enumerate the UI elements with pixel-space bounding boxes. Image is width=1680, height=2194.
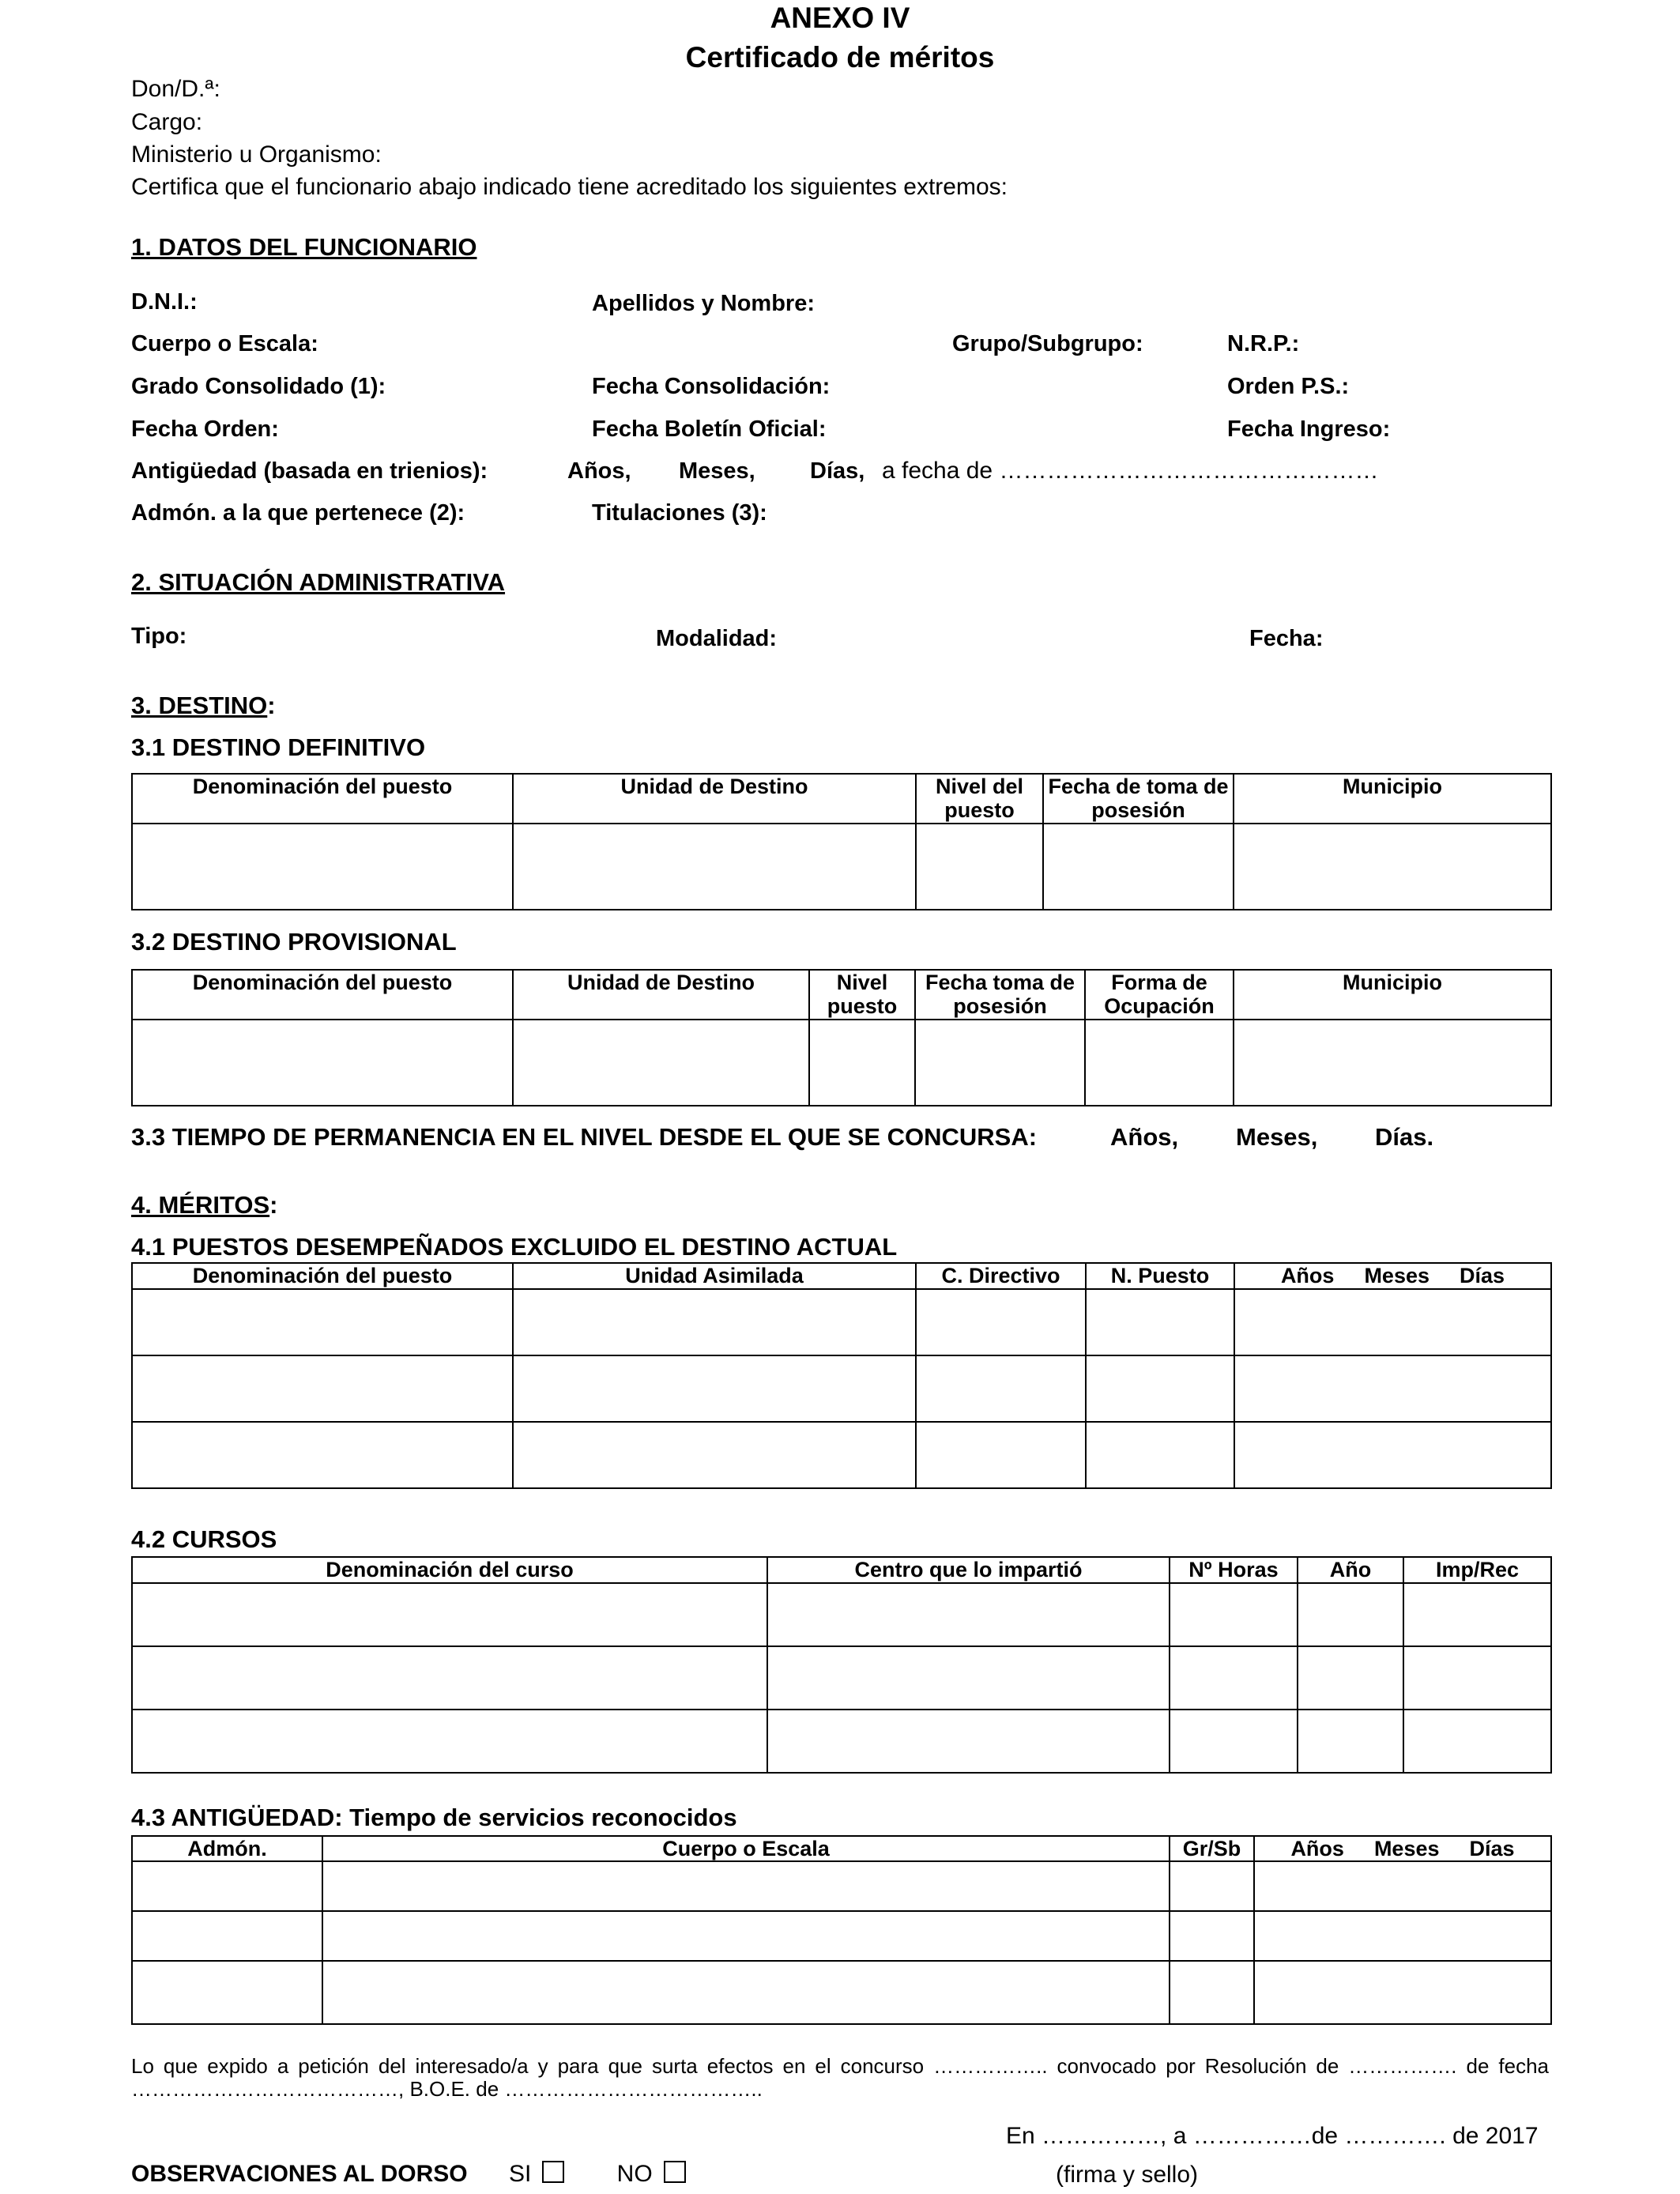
input-cell[interactable]: [1170, 1961, 1254, 2024]
header-denominacion: Denominación del puesto: [132, 1263, 513, 1289]
section-4-title-text: 4. MÉRITOS: [131, 1191, 270, 1219]
document-title: Certificado de méritos: [685, 41, 995, 74]
input-cell[interactable]: [1234, 1289, 1551, 1355]
apellidos-label: Apellidos y Nombre:: [592, 291, 815, 316]
destino-provisional-table: [131, 969, 1552, 1106]
input-cell[interactable]: [132, 1861, 322, 1911]
observaciones-label: OBSERVACIONES AL DORSO: [131, 2161, 468, 2187]
input-cell[interactable]: [132, 824, 513, 910]
header-n-puesto: N. Puesto: [1086, 1263, 1234, 1289]
orden-ps-label: Orden P.S.:: [1227, 374, 1350, 399]
permanencia-anos: Años,: [1110, 1123, 1179, 1151]
table-row: [132, 1861, 1551, 1911]
antiguedad-anos-label: Años,: [567, 458, 631, 484]
header-nivel: Nivel del puesto: [916, 774, 1043, 824]
nrp-label: N.R.P.:: [1227, 331, 1300, 356]
si-checkbox[interactable]: [542, 2161, 564, 2183]
grado-label: Grado Consolidado (1):: [131, 374, 386, 399]
input-cell[interactable]: [1254, 1961, 1551, 2024]
input-cell[interactable]: [1234, 1355, 1551, 1422]
grupo-label: Grupo/Subgrupo:: [952, 331, 1143, 356]
header-imp-rec: Imp/Rec: [1403, 1557, 1551, 1583]
input-cell[interactable]: [767, 1646, 1170, 1710]
fecha-consolidacion-label: Fecha Consolidación:: [592, 374, 831, 399]
input-cell[interactable]: [1403, 1710, 1551, 1773]
header-nivel: Nivel puesto: [809, 970, 915, 1020]
input-cell[interactable]: [513, 1289, 916, 1355]
closing-paragraph: Lo que expido a petición del interesado/a y para que surta efectos en el concurso …………….. convocado por Resolución de ……………. de fecha …………………………………, B.O.E. de ………………………………..: [131, 2054, 1549, 2101]
puestos-title: 4.1 PUESTOS DESEMPEÑADOS EXCLUIDO EL DESTINO ACTUAL: [131, 1233, 898, 1261]
header-meses: Meses: [1373, 1837, 1440, 1860]
header-duracion: [1254, 1836, 1551, 1861]
destino-definitivo-table: [131, 773, 1552, 910]
input-cell[interactable]: [132, 1583, 767, 1646]
input-cell[interactable]: [1298, 1583, 1403, 1646]
header-c-directivo: C. Directivo: [916, 1263, 1086, 1289]
input-cell[interactable]: [513, 824, 916, 910]
input-cell[interactable]: [1085, 1020, 1234, 1106]
admon-label: Admón. a la que pertenece (2):: [131, 500, 465, 526]
fecha-boletin-label: Fecha Boletín Oficial:: [592, 417, 827, 442]
section-3-title-text: 3. DESTINO: [131, 692, 268, 719]
input-cell[interactable]: [1403, 1583, 1551, 1646]
table-row: [132, 1289, 1551, 1355]
input-cell[interactable]: [1234, 1020, 1551, 1106]
place-date-line: En ……………, a ……………de …………. de 2017: [1006, 2123, 1539, 2149]
fecha-ingreso-label: Fecha Ingreso:: [1227, 417, 1391, 442]
input-cell[interactable]: [513, 1020, 809, 1106]
input-cell[interactable]: [132, 1911, 322, 1961]
input-cell[interactable]: [1298, 1710, 1403, 1773]
input-cell[interactable]: [916, 1355, 1086, 1422]
header-anos: Años: [1290, 1837, 1344, 1860]
antiguedad-fecha-text: a fecha de …………………………………………: [882, 458, 1379, 484]
cargo-label: Cargo:: [131, 109, 203, 135]
input-cell[interactable]: [1043, 824, 1234, 910]
permanencia-meses: Meses,: [1236, 1123, 1318, 1151]
section-4-title: [131, 1191, 277, 1220]
input-cell[interactable]: [1403, 1646, 1551, 1710]
header-forma-ocupacion: Forma de Ocupación: [1085, 970, 1234, 1020]
header-fecha-toma: Fecha toma de posesión: [915, 970, 1085, 1020]
table-row: [132, 1961, 1551, 2024]
input-cell[interactable]: [1170, 1861, 1254, 1911]
table-row: [132, 1422, 1551, 1488]
input-cell[interactable]: [1086, 1422, 1234, 1488]
modalidad-label: Modalidad:: [656, 626, 778, 651]
header-duracion: [1234, 1263, 1551, 1289]
header-cuerpo-escala: Cuerpo o Escala: [322, 1836, 1170, 1861]
input-cell[interactable]: [132, 1710, 767, 1773]
header-dias: Días: [1469, 1837, 1515, 1860]
tipo-label: Tipo:: [131, 624, 187, 649]
destino-provisional-title: 3.2 DESTINO PROVISIONAL: [131, 928, 457, 956]
header-municipio: Municipio: [1234, 774, 1551, 824]
titulaciones-label: Titulaciones (3):: [592, 500, 767, 526]
input-cell[interactable]: [916, 1422, 1086, 1488]
header-fecha-toma: Fecha de toma de posesión: [1043, 774, 1234, 824]
section-1-title: 1. DATOS DEL FUNCIONARIO: [131, 233, 477, 261]
input-cell[interactable]: [1086, 1355, 1234, 1422]
cursos-title: 4.2 CURSOS: [131, 1525, 277, 1553]
puestos-table: [131, 1262, 1552, 1489]
cursos-table: [131, 1556, 1552, 1774]
si-label: SI: [508, 2161, 532, 2187]
header-dias: Días: [1460, 1264, 1505, 1287]
input-cell[interactable]: [1254, 1861, 1551, 1911]
input-cell[interactable]: [1170, 1911, 1254, 1961]
input-cell[interactable]: [1170, 1646, 1298, 1710]
section-2-title: 2. SITUACIÓN ADMINISTRATIVA: [131, 568, 506, 596]
observaciones-row: [131, 2161, 686, 2188]
table-row: [132, 1710, 1551, 1773]
input-cell[interactable]: [132, 1646, 767, 1710]
input-cell[interactable]: [1298, 1646, 1403, 1710]
antiguedad-label: Antigüedad (basada en trienios):: [131, 458, 488, 484]
header-horas: Nº Horas: [1170, 1557, 1298, 1583]
section-4-colon: :: [269, 1191, 278, 1219]
input-cell[interactable]: [1086, 1289, 1234, 1355]
input-cell[interactable]: [1170, 1583, 1298, 1646]
header-anos: Años: [1280, 1264, 1335, 1287]
header-meses: Meses: [1364, 1264, 1430, 1287]
header-denominacion: Denominación del puesto: [132, 774, 513, 824]
input-cell[interactable]: [132, 1422, 513, 1488]
input-cell[interactable]: [1254, 1911, 1551, 1961]
input-cell[interactable]: [132, 1289, 513, 1355]
header-gr-sb: Gr/Sb: [1170, 1836, 1254, 1861]
dni-label: D.N.I.:: [131, 289, 198, 315]
firma-label: (firma y sello): [1056, 2162, 1199, 2188]
input-cell[interactable]: [767, 1583, 1170, 1646]
input-cell[interactable]: [132, 1961, 322, 2024]
header-admon: Admón.: [132, 1836, 322, 1861]
certifica-text: Certifica que el funcionario abajo indicado tiene acreditado los siguientes extremos:: [131, 174, 1008, 200]
header-centro: Centro que lo impartió: [767, 1557, 1170, 1583]
input-cell[interactable]: [1234, 824, 1551, 910]
antiguedad-dias-label: Días,: [810, 458, 865, 484]
permanencia-title: 3.3 TIEMPO DE PERMANENCIA EN EL NIVEL DESDE EL QUE SE CONCURSA:: [131, 1123, 1038, 1151]
fecha-orden-label: Fecha Orden:: [131, 417, 279, 442]
annex-title: ANEXO IV: [770, 2, 910, 34]
table-row: [132, 1020, 1551, 1106]
table-row: [132, 1583, 1551, 1646]
input-cell[interactable]: [767, 1710, 1170, 1773]
input-cell[interactable]: [916, 1289, 1086, 1355]
input-cell[interactable]: [322, 1911, 1170, 1961]
antiguedad-servicios-title: 4.3 ANTIGÜEDAD: Tiempo de servicios reconocidos: [131, 1804, 737, 1831]
input-cell[interactable]: [1170, 1710, 1298, 1773]
input-cell[interactable]: [322, 1961, 1170, 2024]
section-3-colon: :: [267, 692, 276, 719]
situacion-fecha-label: Fecha:: [1249, 626, 1324, 651]
table-row: [132, 1911, 1551, 1961]
input-cell[interactable]: [915, 1020, 1085, 1106]
cuerpo-label: Cuerpo o Escala:: [131, 331, 318, 356]
header-ano: Año: [1298, 1557, 1403, 1583]
ministerio-label: Ministerio u Organismo:: [131, 141, 382, 168]
input-cell[interactable]: [916, 824, 1043, 910]
antiguedad-meses-label: Meses,: [679, 458, 755, 484]
input-cell[interactable]: [132, 1355, 513, 1422]
don-label: Don/D.ª:: [131, 76, 220, 102]
permanencia-dias: Días.: [1375, 1123, 1434, 1151]
input-cell[interactable]: [809, 1020, 915, 1106]
input-cell[interactable]: [132, 1020, 513, 1106]
section-3-title: [131, 692, 276, 720]
header-municipio: Municipio: [1234, 970, 1551, 1020]
no-checkbox[interactable]: [664, 2161, 686, 2183]
table-row: [132, 1646, 1551, 1710]
input-cell[interactable]: [513, 1355, 916, 1422]
no-label: NO: [616, 2161, 653, 2187]
header-denominacion: Denominación del puesto: [132, 970, 513, 1020]
header-unidad-asimilada: Unidad Asimilada: [513, 1263, 916, 1289]
table-row: [132, 1355, 1551, 1422]
input-cell[interactable]: [1234, 1422, 1551, 1488]
header-denominacion-curso: Denominación del curso: [132, 1557, 767, 1583]
header-unidad-destino: Unidad de Destino: [513, 970, 809, 1020]
table-row: [132, 824, 1551, 910]
input-cell[interactable]: [513, 1422, 916, 1488]
input-cell[interactable]: [322, 1861, 1170, 1911]
destino-definitivo-title: 3.1 DESTINO DEFINITIVO: [131, 733, 426, 761]
header-unidad-destino: Unidad de Destino: [513, 774, 916, 824]
antiguedad-table: [131, 1835, 1552, 2025]
